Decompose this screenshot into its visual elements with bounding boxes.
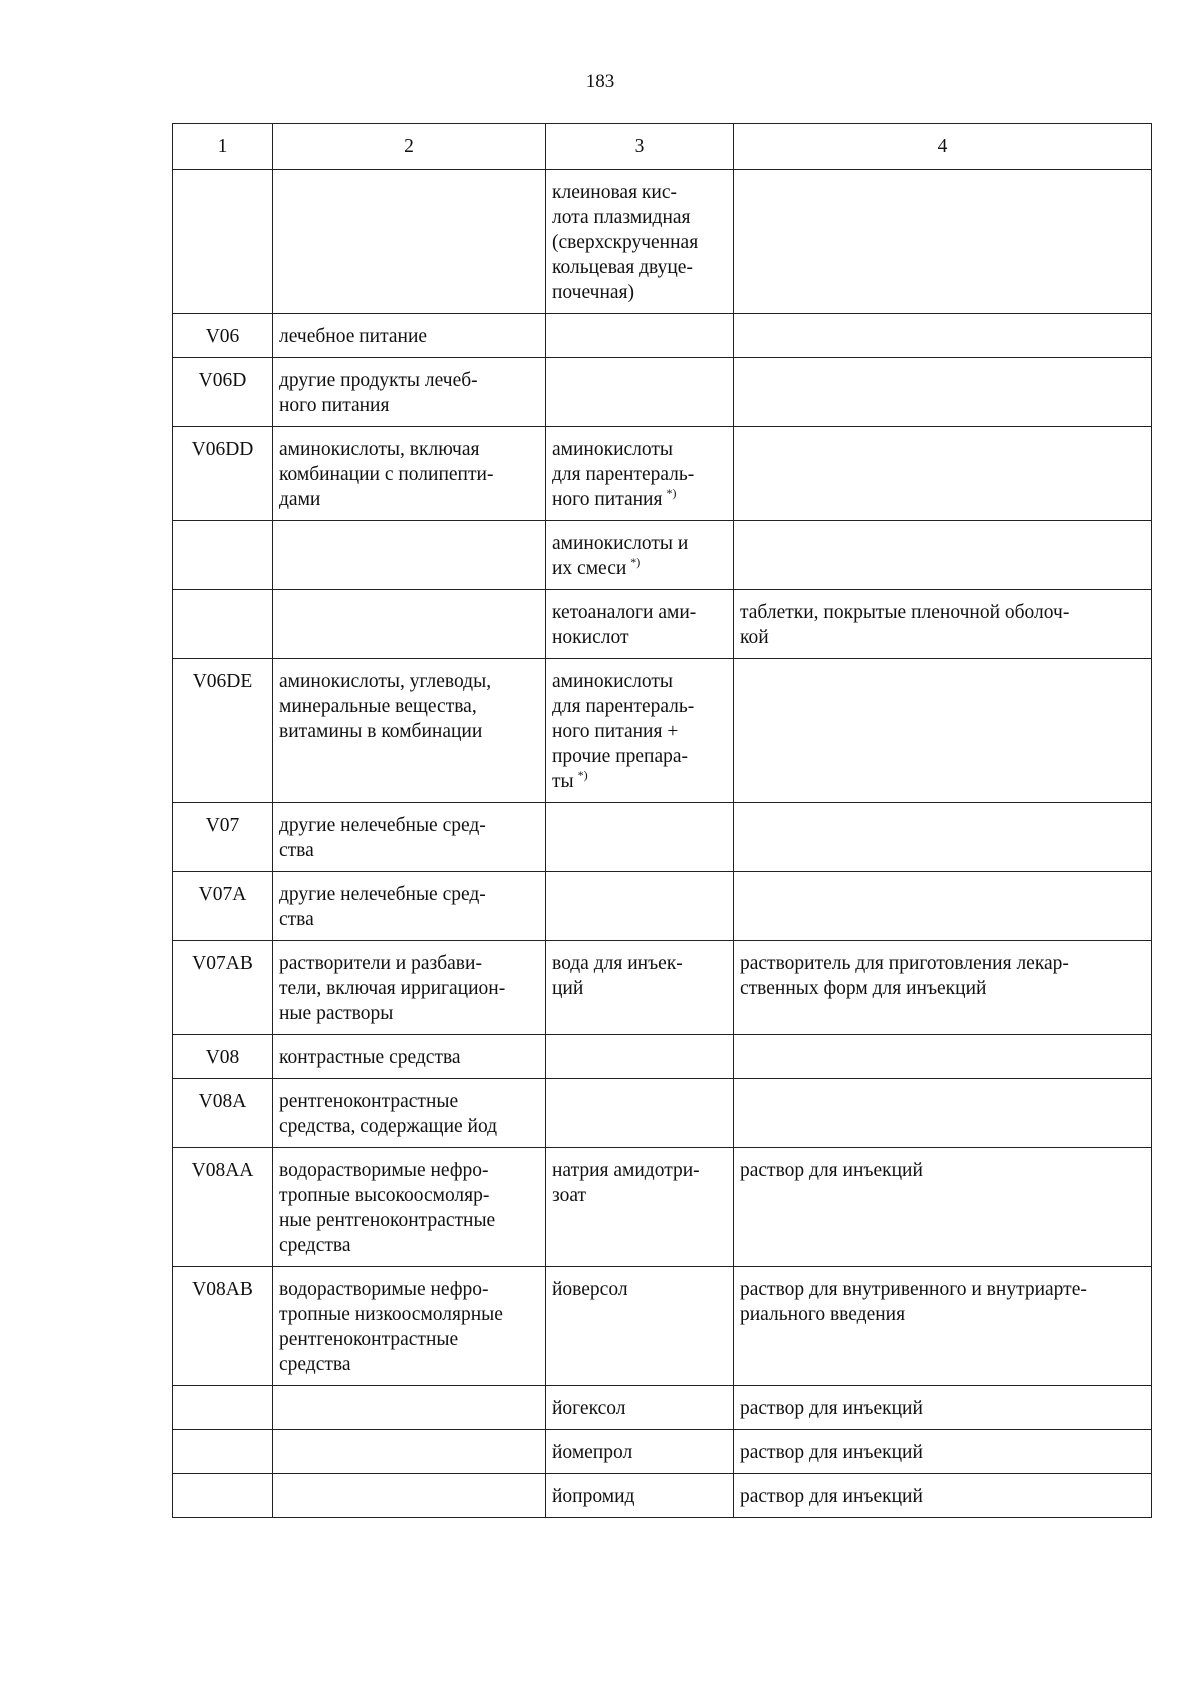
column-header-2: 2 [273, 124, 546, 170]
dosage-form-cell [734, 941, 1152, 1035]
atc-code-cell [173, 521, 273, 590]
group-name-text: другие нелечебные сред- ства [279, 884, 486, 930]
group-name-text: аминокислоты, включая комбинации с полипепти- дами [279, 439, 494, 510]
table-row [173, 803, 1152, 872]
dosage-form-cell [734, 659, 1152, 803]
atc-code-text: V07AB [192, 953, 253, 974]
drug-name-text: аминокислоты и их смеси [552, 533, 689, 579]
atc-code-cell [173, 1430, 273, 1474]
dosage-form-text: раствор для внутривенного и внутриарте- риального введения [740, 1279, 1087, 1325]
group-name-cell [273, 590, 546, 659]
dosage-form-cell [734, 1079, 1152, 1148]
atc-code-cell [173, 1079, 273, 1148]
atc-code-cell [173, 1474, 273, 1518]
atc-code-cell [173, 872, 273, 941]
dosage-form-cell [734, 872, 1152, 941]
table-row [173, 1386, 1152, 1430]
atc-code-text: V08A [198, 1091, 247, 1112]
dosage-form-cell [734, 521, 1152, 590]
column-header-1: 1 [173, 124, 273, 170]
table-row [173, 941, 1152, 1035]
group-name-cell [273, 314, 546, 358]
atc-code-text: V06D [198, 370, 247, 391]
drug-name-cell [546, 521, 734, 590]
group-name-cell [273, 1148, 546, 1267]
group-name-cell [273, 941, 546, 1035]
dosage-form-text: раствор для инъекций [740, 1486, 923, 1507]
drug-name-cell [546, 1079, 734, 1148]
drug-name-text: кетоаналоги ами- нокислот [552, 602, 697, 648]
group-name-text: контрастные средства [279, 1047, 461, 1068]
dosage-form-text: растворитель для приготовления лекар- ственных форм для инъекций [740, 953, 1069, 999]
atc-code-cell [173, 427, 273, 521]
dosage-form-cell [734, 170, 1152, 314]
drug-name-cell [546, 427, 734, 521]
dosage-form-cell [734, 1474, 1152, 1518]
table-header-row [173, 124, 1152, 170]
dosage-form-cell [734, 427, 1152, 521]
column-header-3: 3 [546, 124, 734, 170]
atc-code-text: V08 [205, 1047, 240, 1068]
drug-name-cell [546, 1267, 734, 1386]
atc-code-cell [173, 659, 273, 803]
drug-name-cell [546, 590, 734, 659]
drug-name-text: йопромид [552, 1486, 635, 1507]
atc-code-cell [173, 1267, 273, 1386]
table-row [173, 170, 1152, 314]
dosage-form-text: раствор для инъекций [740, 1160, 923, 1181]
drug-classification-table [172, 123, 1152, 1518]
table-row [173, 1474, 1152, 1518]
table-row [173, 590, 1152, 659]
table-row [173, 1148, 1152, 1267]
drug-name-cell [546, 659, 734, 803]
drug-name-cell [546, 872, 734, 941]
atc-code-cell [173, 170, 273, 314]
atc-code-cell [173, 1148, 273, 1267]
group-name-cell [273, 1035, 546, 1079]
dosage-form-text: раствор для инъекций [740, 1398, 923, 1419]
group-name-cell [273, 803, 546, 872]
drug-name-cell [546, 1035, 734, 1079]
table-row [173, 1267, 1152, 1386]
dosage-form-cell [734, 590, 1152, 659]
drug-name-text: йогексол [552, 1398, 626, 1419]
dosage-form-cell [734, 1267, 1152, 1386]
drug-name-cell [546, 170, 734, 314]
group-name-cell [273, 872, 546, 941]
drug-name-cell [546, 803, 734, 872]
table-row [173, 358, 1152, 427]
table-body [173, 170, 1152, 1518]
dosage-form-cell [734, 1148, 1152, 1267]
dosage-form-cell [734, 1386, 1152, 1430]
group-name-cell [273, 1267, 546, 1386]
drug-name-text: вода для инъек- ций [552, 953, 683, 999]
group-name-text: водорастворимые нефро- тропные низкоосмолярные рентгеноконтрастные средства [279, 1279, 503, 1375]
column-header-4: 4 [734, 124, 1152, 170]
table-row [173, 314, 1152, 358]
footnote-marker: *) [666, 486, 677, 500]
footnote-marker: *) [630, 555, 641, 569]
drug-name-text: йомепрол [552, 1442, 633, 1463]
dosage-form-cell [734, 358, 1152, 427]
table-row [173, 427, 1152, 521]
atc-code-cell [173, 1386, 273, 1430]
group-name-cell [273, 1430, 546, 1474]
group-name-text: аминокислоты, углеводы, минеральные вещества, витамины в комбинации [279, 671, 492, 742]
group-name-text: другие продукты лечеб- ного питания [279, 370, 478, 416]
atc-code-cell [173, 941, 273, 1035]
atc-code-text: V06DE [192, 671, 253, 692]
drug-name-cell [546, 358, 734, 427]
atc-code-cell [173, 590, 273, 659]
group-name-cell [273, 521, 546, 590]
drug-name-cell [546, 1148, 734, 1267]
group-name-text: растворители и разбави- тели, включая ирригацион- ные растворы [279, 953, 506, 1024]
dosage-form-cell [734, 803, 1152, 872]
table-row [173, 872, 1152, 941]
page-number: 183 [585, 71, 615, 92]
table-row [173, 1079, 1152, 1148]
dosage-form-text: таблетки, покрытые пленочной оболоч- кой [740, 602, 1070, 648]
drug-name-text: аминокислоты для парентераль- ного питания [552, 439, 695, 510]
table-row [173, 521, 1152, 590]
drug-name-text: йоверсол [552, 1279, 628, 1300]
group-name-cell [273, 1386, 546, 1430]
atc-code-cell [173, 358, 273, 427]
atc-code-cell [173, 803, 273, 872]
table-row [173, 1035, 1152, 1079]
dosage-form-text: раствор для инъекций [740, 1442, 923, 1463]
drug-name-text: аминокислоты для парентераль- ного питания + прочие препара- ты [552, 671, 695, 792]
group-name-cell [273, 1474, 546, 1518]
group-name-cell [273, 358, 546, 427]
atc-code-text: V08AA [191, 1160, 254, 1181]
table-row [173, 659, 1152, 803]
drug-name-text: натрия амидотри- зоат [552, 1160, 700, 1206]
drug-name-text: клеиновая кис- лота плазмидная (сверхскрученная кольцевая двуце- почечная) [552, 182, 699, 303]
atc-code-text: V06 [205, 326, 240, 347]
group-name-cell [273, 427, 546, 521]
atc-code-cell [173, 314, 273, 358]
atc-code-text: V07 [205, 815, 240, 836]
atc-code-text: V08AB [192, 1279, 253, 1300]
drug-name-cell [546, 1430, 734, 1474]
atc-code-text: V07A [198, 884, 247, 905]
dosage-form-cell [734, 1430, 1152, 1474]
group-name-text: водорастворимые нефро- тропные высокоосмоляр- ные рентгеноконтрастные средства [279, 1160, 496, 1256]
dosage-form-cell [734, 314, 1152, 358]
footnote-marker: *) [577, 768, 588, 782]
drug-name-cell [546, 1386, 734, 1430]
group-name-text: другие нелечебные сред- ства [279, 815, 486, 861]
table-row [173, 1430, 1152, 1474]
atc-code-text: V06DD [191, 439, 254, 460]
drug-name-cell [546, 1474, 734, 1518]
group-name-text: лечебное питание [279, 326, 428, 347]
group-name-cell [273, 170, 546, 314]
dosage-form-cell [734, 1035, 1152, 1079]
drug-name-cell [546, 941, 734, 1035]
group-name-cell [273, 1079, 546, 1148]
group-name-cell [273, 659, 546, 803]
atc-code-cell [173, 1035, 273, 1079]
drug-name-cell [546, 314, 734, 358]
group-name-text: рентгеноконтрастные средства, содержащие йод [279, 1091, 498, 1137]
